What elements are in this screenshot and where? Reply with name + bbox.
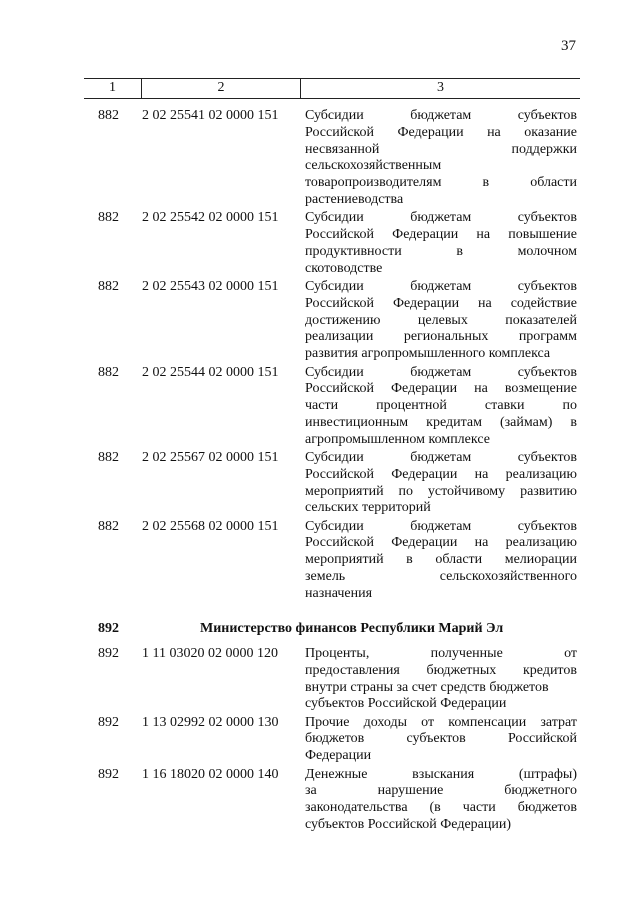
description-line: бюджетов субъектов Российской xyxy=(305,731,577,747)
description-line: растениеводства xyxy=(305,191,404,207)
budget-classification-code: 2 02 25542 02 0000 151 xyxy=(142,210,279,226)
budget-classification-code: 2 02 25567 02 0000 151 xyxy=(142,450,279,465)
revenue-description xyxy=(305,767,577,834)
description-line: развития агропромышленного комплекса xyxy=(305,346,551,362)
description-line: Российской Федерации на повышение xyxy=(305,227,577,243)
column-header-2: 2 xyxy=(142,79,301,98)
description-line: скотоводстве xyxy=(305,260,383,276)
budget-classification-code: 1 13 02992 02 0000 130 xyxy=(142,714,279,730)
description-line: продуктивности в молочном xyxy=(305,243,577,259)
description-line: реализации региональных программ xyxy=(305,329,577,345)
section-code: 892 xyxy=(98,621,119,636)
description-line: за нарушение бюджетного xyxy=(305,783,577,799)
admin-code: 882 xyxy=(98,210,119,226)
budget-classification-code: 1 16 18020 02 0000 140 xyxy=(142,766,279,782)
description-line: земель сельскохозяйственного xyxy=(305,569,577,585)
description-line: инвестиционным кредитам (займам) в xyxy=(305,414,577,430)
description-line: внутри страны за счет средств бюджетов xyxy=(305,679,549,695)
admin-code: 892 xyxy=(98,646,119,661)
revenue-description xyxy=(305,365,577,449)
description-line: Российской Федерации на содействие xyxy=(305,295,577,311)
revenue-description xyxy=(305,450,577,517)
description-line: Субсидии бюджетам субъектов xyxy=(305,108,577,123)
description-line: Федерации xyxy=(305,748,372,764)
admin-code: 882 xyxy=(98,279,119,294)
column-header-3: 3 xyxy=(437,80,444,95)
column-header-1: 1 xyxy=(84,79,142,98)
budget-classification-code: 2 02 25543 02 0000 151 xyxy=(142,279,279,294)
admin-code: 892 xyxy=(98,714,119,730)
revenue-description xyxy=(305,715,577,765)
section-title: Министерство финансов Республики Марий Эл xyxy=(200,621,504,636)
description-line: Субсидии бюджетам субъектов xyxy=(305,450,577,465)
description-line: Проценты, полученные от xyxy=(305,646,577,661)
description-line: сельскохозяйственным xyxy=(305,158,442,174)
budget-classification-code: 2 02 25568 02 0000 151 xyxy=(142,518,279,534)
admin-code: 882 xyxy=(98,450,119,465)
revenue-description xyxy=(305,279,577,363)
revenue-description xyxy=(305,108,577,209)
description-line: Денежные взыскания (штрафы) xyxy=(305,766,577,782)
budget-classification-code: 1 11 03020 02 0000 120 xyxy=(142,646,278,661)
revenue-description xyxy=(305,210,577,277)
revenue-description xyxy=(305,646,577,713)
admin-code: 882 xyxy=(98,364,119,380)
description-line: субъектов Российской Федерации) xyxy=(305,816,512,832)
table-header xyxy=(84,78,580,99)
description-line: Субсидии бюджетам субъектов xyxy=(305,279,577,294)
description-line: части процентной ставки по xyxy=(305,398,577,414)
description-line: сельских территорий xyxy=(305,500,431,516)
description-line: субъектов Российской Федерации xyxy=(305,696,507,712)
description-line: Российской Федерации на реализацию xyxy=(305,535,577,551)
description-line: Российской Федерации на оказание xyxy=(305,124,577,140)
description-line: мероприятий в области мелиорации xyxy=(305,552,577,568)
description-line: законодательства (в части бюджетов xyxy=(305,800,577,816)
budget-classification-code: 2 02 25544 02 0000 151 xyxy=(142,364,279,380)
description-line: Прочие доходы от компенсации затрат xyxy=(305,714,577,730)
description-line: Субсидии бюджетам субъектов xyxy=(305,518,577,534)
description-line: товаропроизводителям в области xyxy=(305,175,577,191)
admin-code: 882 xyxy=(98,518,119,534)
admin-code: 892 xyxy=(98,766,119,782)
description-line: Российской Федерации на возмещение xyxy=(305,381,577,397)
description-line: Субсидии бюджетам субъектов xyxy=(305,364,577,380)
revenue-description xyxy=(305,519,577,603)
description-line: Российской Федерации на реализацию xyxy=(305,466,577,482)
description-line: Субсидии бюджетам субъектов xyxy=(305,210,577,226)
section-heading xyxy=(84,620,580,638)
budget-classification-code: 2 02 25541 02 0000 151 xyxy=(142,108,279,123)
description-line: агропромышленном комплексе xyxy=(305,431,490,447)
description-line: мероприятий по устойчивому развитию xyxy=(305,483,577,499)
description-line: назначения xyxy=(305,585,373,601)
page-number: 37 xyxy=(561,38,576,54)
admin-code: 882 xyxy=(98,108,119,123)
description-line: предоставления бюджетных кредитов xyxy=(305,662,577,678)
description-line: достижению целевых показателей xyxy=(305,312,577,328)
description-line: несвязанной поддержки xyxy=(305,141,577,157)
